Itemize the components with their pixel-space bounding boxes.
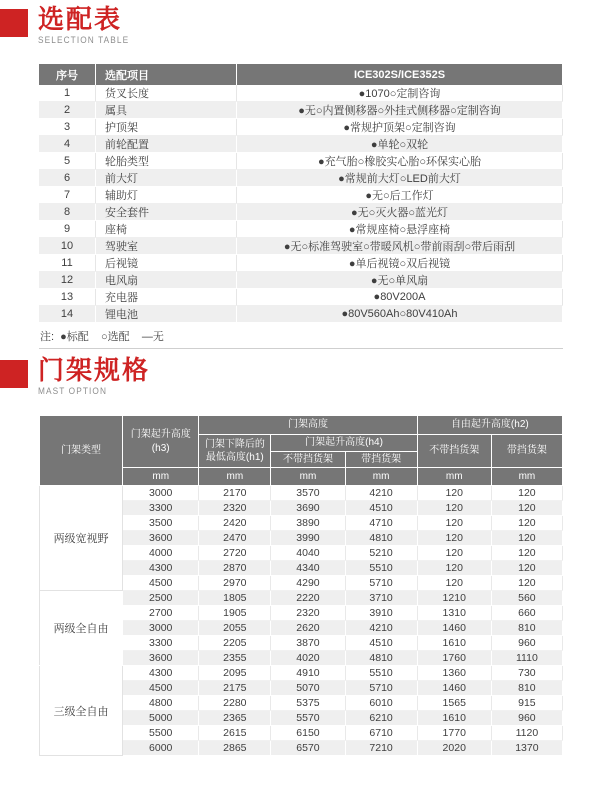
selection-table-row <box>39 170 563 187</box>
selection-cell-item: 属具 <box>96 102 237 119</box>
selection-table-row <box>39 153 563 170</box>
mast-value-cell: 2205 <box>199 636 271 651</box>
selection-table-row <box>39 221 563 238</box>
mast-value-cell: 120 <box>417 531 491 546</box>
mast-value-cell: 4500 <box>123 576 199 591</box>
selection-cell-value: ●无○单风扇 <box>237 272 563 289</box>
mast-value-cell: 4210 <box>345 621 417 636</box>
selection-cell-no: 6 <box>39 170 96 187</box>
selection-cell-value: ●80V560Ah○80V410Ah <box>237 306 563 323</box>
unit-cell: mm <box>123 468 199 486</box>
selection-cell-value: ●无○灭火器○蓝光灯 <box>237 204 563 221</box>
mast-value-cell: 3000 <box>123 486 199 501</box>
mast-value-cell: 4810 <box>345 651 417 666</box>
unit-cell: mm <box>199 468 271 486</box>
mast-value-cell: 4810 <box>345 531 417 546</box>
mast-value-cell: 1460 <box>417 681 491 696</box>
mast-value-cell: 4340 <box>271 561 345 576</box>
mast-type-cell: 三级全自由 <box>40 666 123 756</box>
selection-cell-item: 前轮配置 <box>96 136 237 153</box>
mast-value-cell: 3890 <box>271 516 345 531</box>
mast-section-title <box>0 356 150 396</box>
mast-value-cell: 5210 <box>345 546 417 561</box>
selection-table-row <box>39 204 563 221</box>
selection-cell-item: 电风扇 <box>96 272 237 289</box>
selection-cell-item: 后视镜 <box>96 255 237 272</box>
header-h2-with-backrest: 带挡货架 <box>491 435 562 468</box>
selection-table-row <box>39 85 563 102</box>
selection-table-row <box>39 187 563 204</box>
selection-cell-item: 座椅 <box>96 221 237 238</box>
selection-cell-item: 安全套件 <box>96 204 237 221</box>
mast-value-cell: 4910 <box>271 666 345 681</box>
header-free-lift-group: 自由起升高度(h2) <box>417 416 562 435</box>
selection-cell-value: ●常规座椅○悬浮座椅 <box>237 221 563 238</box>
selection-cell-item: 前大灯 <box>96 170 237 187</box>
selection-table-row <box>39 272 563 289</box>
mast-value-cell: 5710 <box>345 576 417 591</box>
mast-value-cell: 120 <box>417 501 491 516</box>
selection-cell-no: 1 <box>39 85 96 102</box>
header-h2-without-backrest: 不带挡货架 <box>417 435 491 468</box>
header-h4-without-backrest: 不带挡货架 <box>271 451 345 468</box>
mast-table-container <box>39 415 563 756</box>
selection-cell-value: ●常规前大灯○LED前大灯 <box>237 170 563 187</box>
selection-cell-no: 2 <box>39 102 96 119</box>
selection-cell-item: 货叉长度 <box>96 85 237 102</box>
mast-value-cell: 960 <box>491 636 562 651</box>
selection-table-row <box>39 136 563 153</box>
selection-cell-value: ●80V200A <box>237 289 563 306</box>
mast-value-cell: 3000 <box>123 621 199 636</box>
mast-value-cell: 1210 <box>417 591 491 606</box>
mast-value-cell: 2170 <box>199 486 271 501</box>
selection-cell-value: ●单轮○双轮 <box>237 136 563 153</box>
mast-value-cell: 6710 <box>345 726 417 741</box>
mast-value-cell: 4300 <box>123 561 199 576</box>
mast-value-cell: 2280 <box>199 696 271 711</box>
unit-cell: mm <box>491 468 562 486</box>
section-title-en: MAST OPTION <box>38 385 108 396</box>
mast-value-cell: 810 <box>491 681 562 696</box>
selection-cell-no: 5 <box>39 153 96 170</box>
section-title-en: SELECTION TABLE <box>38 34 130 45</box>
selection-cell-no: 8 <box>39 204 96 221</box>
unit-cell: mm <box>417 468 491 486</box>
mast-table-row <box>40 666 563 681</box>
mast-value-cell: 1565 <box>417 696 491 711</box>
header-h1-line2: 最低高度(h1) <box>205 452 264 463</box>
header-mast-type: 门架类型 <box>40 416 123 486</box>
mast-value-cell: 2420 <box>199 516 271 531</box>
selection-cell-value: ●常规护顶架○定制咨询 <box>237 119 563 136</box>
header-mast-height-group: 门架高度 <box>199 416 417 435</box>
mast-value-cell: 120 <box>417 576 491 591</box>
selection-section-title <box>0 5 137 45</box>
selection-table-row <box>39 119 563 136</box>
mast-value-cell: 2020 <box>417 741 491 756</box>
header-h1-line1: 门架下降后的 <box>204 438 265 450</box>
mast-value-cell: 2500 <box>123 591 199 606</box>
mast-value-cell: 4500 <box>123 681 199 696</box>
selection-table-row <box>39 102 563 119</box>
mast-value-cell: 5500 <box>123 726 199 741</box>
header-h1 <box>199 435 271 468</box>
mast-value-cell: 1370 <box>491 741 562 756</box>
mast-value-cell: 2470 <box>199 531 271 546</box>
mast-value-cell: 3570 <box>271 486 345 501</box>
mast-value-cell: 3910 <box>345 606 417 621</box>
mast-value-cell: 120 <box>417 546 491 561</box>
mast-value-cell: 1905 <box>199 606 271 621</box>
mast-value-cell: 1360 <box>417 666 491 681</box>
red-square-decoration <box>0 9 28 37</box>
mast-value-cell: 120 <box>417 516 491 531</box>
mast-value-cell: 730 <box>491 666 562 681</box>
mast-value-cell: 1460 <box>417 621 491 636</box>
mast-value-cell: 2615 <box>199 726 271 741</box>
selection-cell-no: 10 <box>39 238 96 255</box>
selection-cell-value: ●1070○定制咨询 <box>237 85 563 102</box>
mast-value-cell: 5510 <box>345 666 417 681</box>
mast-value-cell: 3690 <box>271 501 345 516</box>
selection-cell-no: 4 <box>39 136 96 153</box>
header-no: 序号 <box>39 64 96 85</box>
selection-cell-item: 护顶架 <box>96 119 237 136</box>
mast-value-cell: 5000 <box>123 711 199 726</box>
mast-value-cell: 2175 <box>199 681 271 696</box>
mast-value-cell: 1610 <box>417 636 491 651</box>
header-h4-group: 门架起升高度(h4) <box>271 435 417 452</box>
mast-value-cell: 4040 <box>271 546 345 561</box>
header-h3: 门架起升高度(h3) <box>123 416 199 468</box>
selection-table <box>39 64 563 323</box>
selection-cell-no: 3 <box>39 119 96 136</box>
selection-cell-value: ●无○后工作灯 <box>237 187 563 204</box>
mast-value-cell: 2095 <box>199 666 271 681</box>
mast-value-cell: 3300 <box>123 501 199 516</box>
mast-value-cell: 5375 <box>271 696 345 711</box>
mast-value-cell: 3600 <box>123 651 199 666</box>
mast-value-cell: 2720 <box>199 546 271 561</box>
mast-value-cell: 4800 <box>123 696 199 711</box>
mast-value-cell: 1310 <box>417 606 491 621</box>
mast-value-cell: 120 <box>491 501 562 516</box>
mast-value-cell: 120 <box>417 486 491 501</box>
mast-value-cell: 4210 <box>345 486 417 501</box>
mast-value-cell: 2320 <box>271 606 345 621</box>
red-square-decoration <box>0 360 28 388</box>
mast-value-cell: 2865 <box>199 741 271 756</box>
selection-cell-no: 14 <box>39 306 96 323</box>
selection-cell-no: 7 <box>39 187 96 204</box>
selection-cell-item: 轮胎类型 <box>96 153 237 170</box>
mast-value-cell: 4000 <box>123 546 199 561</box>
selection-cell-value: ●无○标准驾驶室○带暖风机○带前雨刮○带后雨刮 <box>237 238 563 255</box>
mast-value-cell: 2700 <box>123 606 199 621</box>
mast-value-cell: 660 <box>491 606 562 621</box>
mast-value-cell: 2055 <box>199 621 271 636</box>
selection-cell-value: ●无○内置侧移器○外挂式侧移器○定制咨询 <box>237 102 563 119</box>
mast-table <box>39 415 563 756</box>
mast-type-cell: 两级宽视野 <box>40 486 123 591</box>
mast-type-cell: 两级全自由 <box>40 591 123 666</box>
selection-cell-item: 辅助灯 <box>96 187 237 204</box>
mast-table-row <box>40 591 563 606</box>
mast-value-cell: 2365 <box>199 711 271 726</box>
section-title-cn: 选配表 <box>38 4 123 34</box>
mast-value-cell: 120 <box>491 486 562 501</box>
mast-value-cell: 1760 <box>417 651 491 666</box>
mast-value-cell: 560 <box>491 591 562 606</box>
mast-table-row <box>40 486 563 501</box>
mast-value-cell: 120 <box>491 576 562 591</box>
selection-cell-no: 11 <box>39 255 96 272</box>
mast-value-cell: 6150 <box>271 726 345 741</box>
mast-value-cell: 4020 <box>271 651 345 666</box>
mast-value-cell: 120 <box>417 561 491 576</box>
mast-value-cell: 4290 <box>271 576 345 591</box>
selection-cell-no: 9 <box>39 221 96 238</box>
mast-value-cell: 3710 <box>345 591 417 606</box>
mast-value-cell: 6010 <box>345 696 417 711</box>
mast-value-cell: 120 <box>491 516 562 531</box>
mast-value-cell: 1120 <box>491 726 562 741</box>
mast-value-cell: 120 <box>491 546 562 561</box>
selection-table-header-row <box>39 64 563 85</box>
selection-table-row <box>39 289 563 306</box>
mast-value-cell: 915 <box>491 696 562 711</box>
legend-note: 注: ●标配 ○选配 —无 <box>39 323 563 349</box>
selection-table-row <box>39 238 563 255</box>
mast-value-cell: 2355 <box>199 651 271 666</box>
mast-header-row-1 <box>40 416 563 435</box>
mast-value-cell: 120 <box>491 531 562 546</box>
unit-cell: mm <box>271 468 345 486</box>
mast-value-cell: 810 <box>491 621 562 636</box>
mast-value-cell: 3500 <box>123 516 199 531</box>
mast-value-cell: 1110 <box>491 651 562 666</box>
mast-value-cell: 1610 <box>417 711 491 726</box>
mast-value-cell: 5710 <box>345 681 417 696</box>
header-model: ICE302S/ICE352S <box>237 64 563 85</box>
mast-value-cell: 6210 <box>345 711 417 726</box>
mast-value-cell: 2620 <box>271 621 345 636</box>
mast-value-cell: 3990 <box>271 531 345 546</box>
mast-value-cell: 2970 <box>199 576 271 591</box>
selection-cell-item: 充电器 <box>96 289 237 306</box>
selection-cell-no: 12 <box>39 272 96 289</box>
unit-cell: mm <box>345 468 417 486</box>
mast-value-cell: 6570 <box>271 741 345 756</box>
mast-value-cell: 5510 <box>345 561 417 576</box>
selection-table-row <box>39 255 563 272</box>
mast-value-cell: 4510 <box>345 501 417 516</box>
header-h4-with-backrest: 带挡货架 <box>345 451 417 468</box>
mast-value-cell: 5070 <box>271 681 345 696</box>
mast-value-cell: 960 <box>491 711 562 726</box>
mast-value-cell: 4710 <box>345 516 417 531</box>
mast-value-cell: 1805 <box>199 591 271 606</box>
mast-value-cell: 3870 <box>271 636 345 651</box>
mast-value-cell: 5570 <box>271 711 345 726</box>
selection-table-container <box>39 64 563 349</box>
header-item: 选配项目 <box>96 64 237 85</box>
selection-cell-value: ●充气胎○橡胶实心胎○环保实心胎 <box>237 153 563 170</box>
mast-value-cell: 1770 <box>417 726 491 741</box>
mast-value-cell: 2320 <box>199 501 271 516</box>
mast-value-cell: 4300 <box>123 666 199 681</box>
mast-value-cell: 2870 <box>199 561 271 576</box>
mast-value-cell: 2220 <box>271 591 345 606</box>
selection-cell-no: 13 <box>39 289 96 306</box>
mast-value-cell: 120 <box>491 561 562 576</box>
selection-cell-value: ●单后视镜○双后视镜 <box>237 255 563 272</box>
mast-value-cell: 3600 <box>123 531 199 546</box>
mast-value-cell: 7210 <box>345 741 417 756</box>
selection-table-body <box>39 85 563 323</box>
mast-value-cell: 4510 <box>345 636 417 651</box>
section-title-cn: 门架规格 <box>38 355 151 385</box>
selection-cell-item: 锂电池 <box>96 306 237 323</box>
mast-value-cell: 6000 <box>123 741 199 756</box>
selection-table-row <box>39 306 563 323</box>
selection-cell-item: 驾驶室 <box>96 238 237 255</box>
mast-value-cell: 3300 <box>123 636 199 651</box>
mast-table-body <box>40 486 563 756</box>
